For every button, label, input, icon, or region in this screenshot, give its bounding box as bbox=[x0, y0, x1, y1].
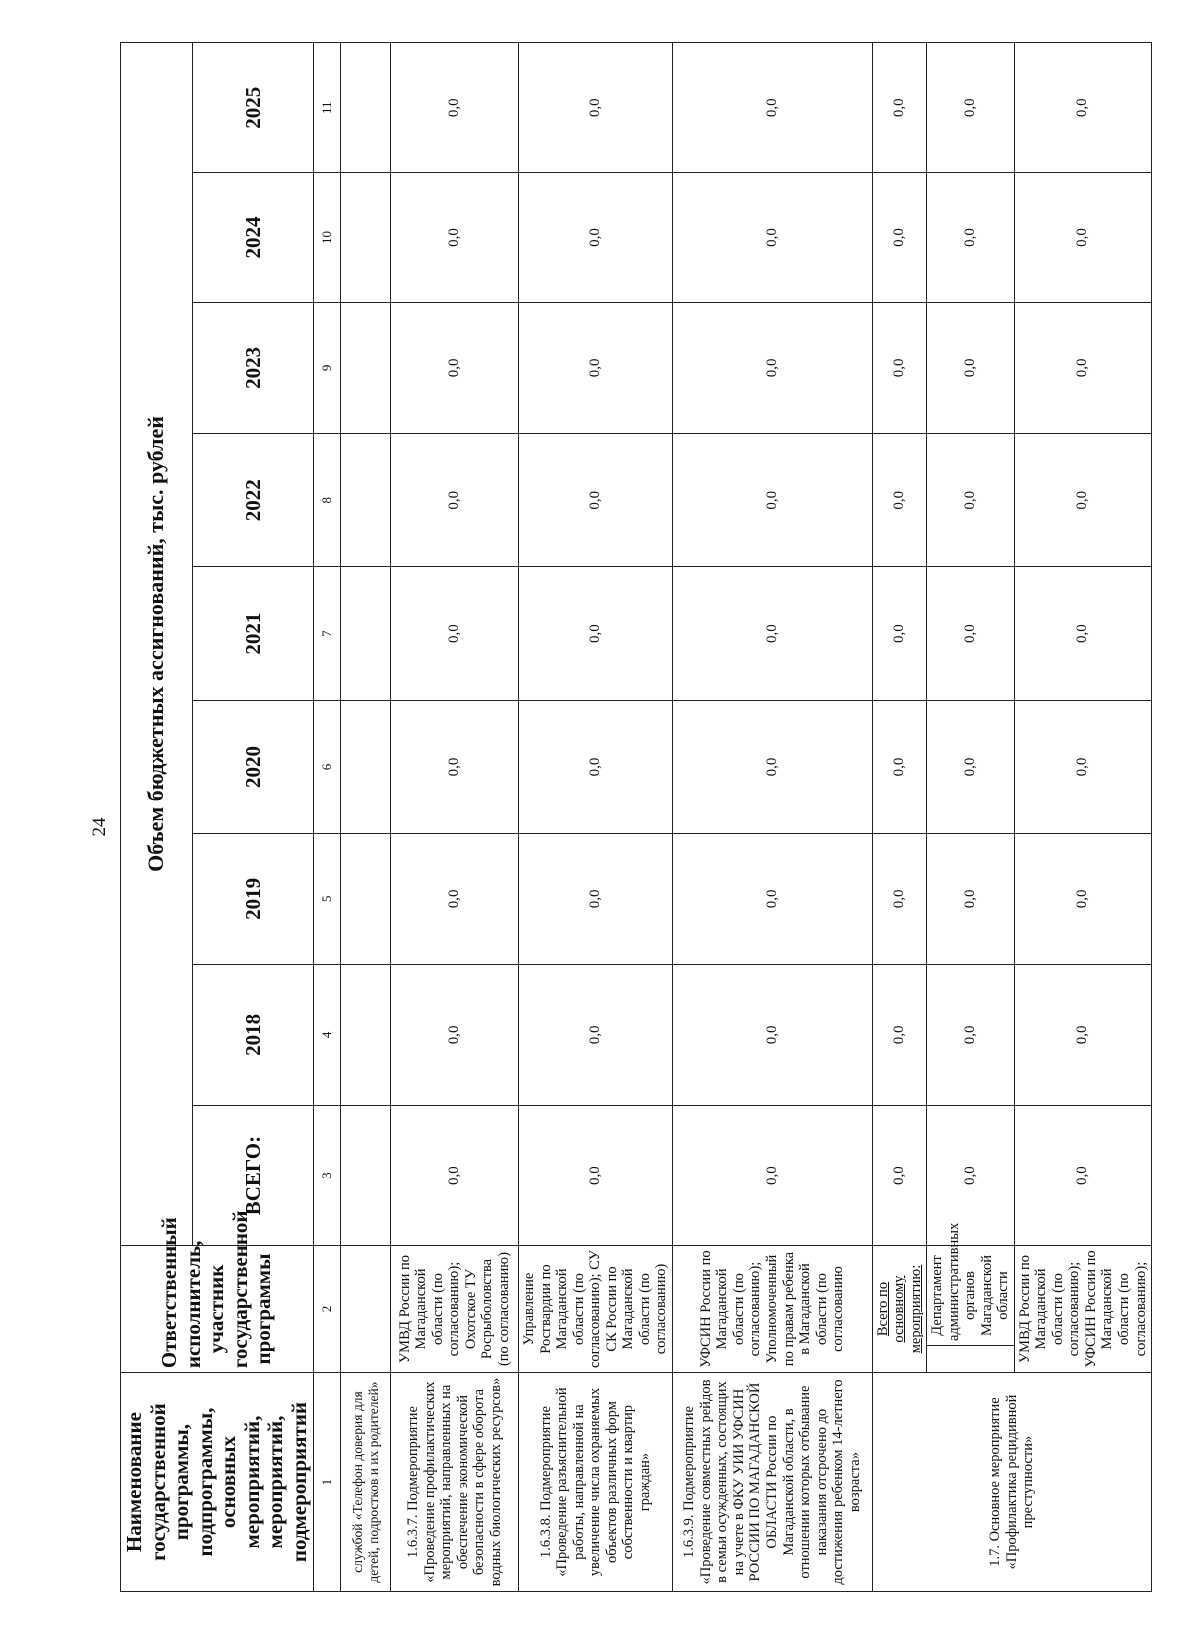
value-cell: 0,0 bbox=[872, 834, 927, 964]
row-name: 1.6.3.9. Подмероприятие «Проведение совместных рейдов в семьи осужденных, состоящих на учете в ФКУ УИИ УФСИН РОССИИ ПО МАГАДАНСКОЙ ОБЛАСТИ России по Магаданской области, в отношении которых отбывание наказания отсрочено до достижения ребенком 14-летнего возраста» bbox=[672, 1373, 872, 1592]
header-year: 2018 bbox=[193, 964, 314, 1106]
column-number: 2 bbox=[314, 1245, 341, 1372]
value-cell: 0,0 bbox=[672, 43, 872, 173]
header-budget-group: Объем бюджетных ассигнований, тыс. рублей bbox=[121, 43, 193, 1246]
row-executor: Департамент административных органов Магаданской области bbox=[927, 1245, 1015, 1345]
value-cell: 0,0 bbox=[927, 302, 1015, 433]
value-cell: 0,0 bbox=[1014, 964, 1151, 1106]
table-row bbox=[391, 43, 519, 1592]
value-cell bbox=[341, 567, 391, 700]
value-cell: 0,0 bbox=[872, 43, 927, 173]
value-cell bbox=[341, 433, 391, 566]
row-name: 1.6.3.7. Подмероприятие «Проведение профилактических мероприятий, направленных на обеспечение экономической безопасности в сфере оборота водных биологических ресурсов» bbox=[391, 1373, 519, 1592]
value-cell: 0,0 bbox=[391, 433, 519, 566]
value-cell: 0,0 bbox=[927, 43, 1015, 173]
row-executor bbox=[341, 1245, 391, 1372]
column-number: 4 bbox=[314, 964, 341, 1106]
header-year: 2025 bbox=[193, 43, 314, 173]
value-cell: 0,0 bbox=[1014, 1106, 1151, 1246]
value-cell: 0,0 bbox=[1014, 700, 1151, 833]
value-cell bbox=[341, 700, 391, 833]
value-cell: 0,0 bbox=[519, 1106, 673, 1246]
value-cell: 0,0 bbox=[872, 1106, 927, 1246]
value-cell: 0,0 bbox=[519, 964, 673, 1106]
value-cell: 0,0 bbox=[672, 173, 872, 302]
value-cell: 0,0 bbox=[519, 43, 673, 173]
header-year: 2019 bbox=[193, 834, 314, 964]
value-cell: 0,0 bbox=[519, 302, 673, 433]
table-row bbox=[1014, 43, 1151, 1592]
table-row bbox=[341, 43, 391, 1592]
value-cell: 0,0 bbox=[872, 302, 927, 433]
value-cell: 0,0 bbox=[672, 433, 872, 566]
row-executor: УФСИН России по Магаданской области (по согласованию); Уполномоченный по правам ребенка в Магаданской области (по согласованию bbox=[672, 1245, 872, 1372]
value-cell: 0,0 bbox=[1014, 834, 1151, 964]
value-cell: 0,0 bbox=[672, 302, 872, 433]
header-year: 2024 bbox=[193, 173, 314, 302]
value-cell: 0,0 bbox=[519, 700, 673, 833]
header-year: 2023 bbox=[193, 302, 314, 433]
column-number: 3 bbox=[314, 1106, 341, 1246]
row-executor: Управление Росгвардии по Магаданской области (по согласованию); СУ СК России по Магаданской области (по согласованию) bbox=[519, 1245, 673, 1372]
value-cell: 0,0 bbox=[927, 834, 1015, 964]
column-number: 9 bbox=[314, 302, 341, 433]
value-cell: 0,0 bbox=[391, 964, 519, 1106]
row-name: 1.6.3.8. Подмероприятие «Проведение разъяснительной работы, направленной на увеличение числа охраняемых объектов различных форм собственности и квартир граждан» bbox=[519, 1373, 673, 1592]
header-year: 2020 bbox=[193, 700, 314, 833]
column-number: 5 bbox=[314, 834, 341, 964]
column-number-row bbox=[314, 43, 341, 1592]
value-cell: 0,0 bbox=[872, 173, 927, 302]
value-cell: 0,0 bbox=[519, 834, 673, 964]
page-number: 24 bbox=[89, 817, 110, 837]
value-cell: 0,0 bbox=[519, 433, 673, 566]
table-row bbox=[872, 43, 927, 1592]
value-cell: 0,0 bbox=[391, 700, 519, 833]
header-year: 2021 bbox=[193, 567, 314, 700]
value-cell: 0,0 bbox=[391, 834, 519, 964]
value-cell: 0,0 bbox=[672, 567, 872, 700]
table-row bbox=[672, 43, 872, 1592]
value-cell: 0,0 bbox=[391, 1106, 519, 1246]
value-cell: 0,0 bbox=[672, 1106, 872, 1246]
value-cell: 0,0 bbox=[391, 302, 519, 433]
value-cell: 0,0 bbox=[1014, 567, 1151, 700]
value-cell bbox=[341, 1106, 391, 1246]
header-col1: Наименование государственной программы, подпрограммы, основных мероприятий, мероприятий, подмероприятий bbox=[121, 1373, 314, 1592]
main-measure-name: 1.7. Основное мероприятие «Профилактика рецидивной преступности» bbox=[872, 1373, 1151, 1592]
value-cell bbox=[341, 173, 391, 302]
row-name: службой «Телефон доверия для детей, подростков и их родителей» bbox=[341, 1373, 391, 1592]
value-cell bbox=[341, 302, 391, 433]
value-cell: 0,0 bbox=[872, 433, 927, 566]
value-cell: 0,0 bbox=[391, 43, 519, 173]
header-year: 2022 bbox=[193, 433, 314, 566]
value-cell: 0,0 bbox=[1014, 173, 1151, 302]
value-cell: 0,0 bbox=[672, 700, 872, 833]
value-cell: 0,0 bbox=[519, 567, 673, 700]
value-cell: 0,0 bbox=[927, 173, 1015, 302]
value-cell: 0,0 bbox=[1014, 43, 1151, 173]
budget-table bbox=[120, 42, 1152, 1592]
header-total: ВСЕГО: bbox=[193, 1106, 314, 1246]
row-executor: УМВД России по Магаданской области (по согласованию); Охотское ТУ Росрыболовства (по согласованию) bbox=[391, 1245, 519, 1372]
value-cell: 0,0 bbox=[872, 964, 927, 1106]
value-cell bbox=[341, 964, 391, 1106]
column-number: 11 bbox=[314, 43, 341, 173]
value-cell: 0,0 bbox=[927, 433, 1015, 566]
value-cell: 0,0 bbox=[872, 567, 927, 700]
value-cell: 0,0 bbox=[1014, 433, 1151, 566]
column-number: 7 bbox=[314, 567, 341, 700]
value-cell: 0,0 bbox=[1014, 302, 1151, 433]
value-cell: 0,0 bbox=[927, 1106, 1015, 1246]
column-number: 1 bbox=[314, 1373, 341, 1592]
value-cell: 0,0 bbox=[672, 964, 872, 1106]
row-spacer bbox=[927, 1346, 1015, 1373]
value-cell: 0,0 bbox=[519, 173, 673, 302]
table-row bbox=[519, 43, 673, 1592]
value-cell: 0,0 bbox=[927, 964, 1015, 1106]
column-number: 8 bbox=[314, 433, 341, 566]
column-number: 6 bbox=[314, 700, 341, 833]
column-number: 10 bbox=[314, 173, 341, 302]
row-executor: УМВД России по Магаданской области (по согласованию); УФСИН России по Магаданской области (по согласованию); bbox=[1014, 1245, 1151, 1372]
header-col2: Ответственный исполнитель, участник государственной программы bbox=[121, 1245, 314, 1372]
value-cell: 0,0 bbox=[672, 834, 872, 964]
rotated-page bbox=[120, 42, 1149, 1592]
value-cell: 0,0 bbox=[391, 173, 519, 302]
value-cell: 0,0 bbox=[872, 700, 927, 833]
value-cell: 0,0 bbox=[391, 567, 519, 700]
value-cell: 0,0 bbox=[927, 567, 1015, 700]
value-cell: 0,0 bbox=[927, 700, 1015, 833]
row-executor: Всего по основному мероприятию: bbox=[872, 1245, 927, 1372]
value-cell bbox=[341, 834, 391, 964]
table-row bbox=[927, 43, 1015, 1592]
value-cell bbox=[341, 43, 391, 173]
